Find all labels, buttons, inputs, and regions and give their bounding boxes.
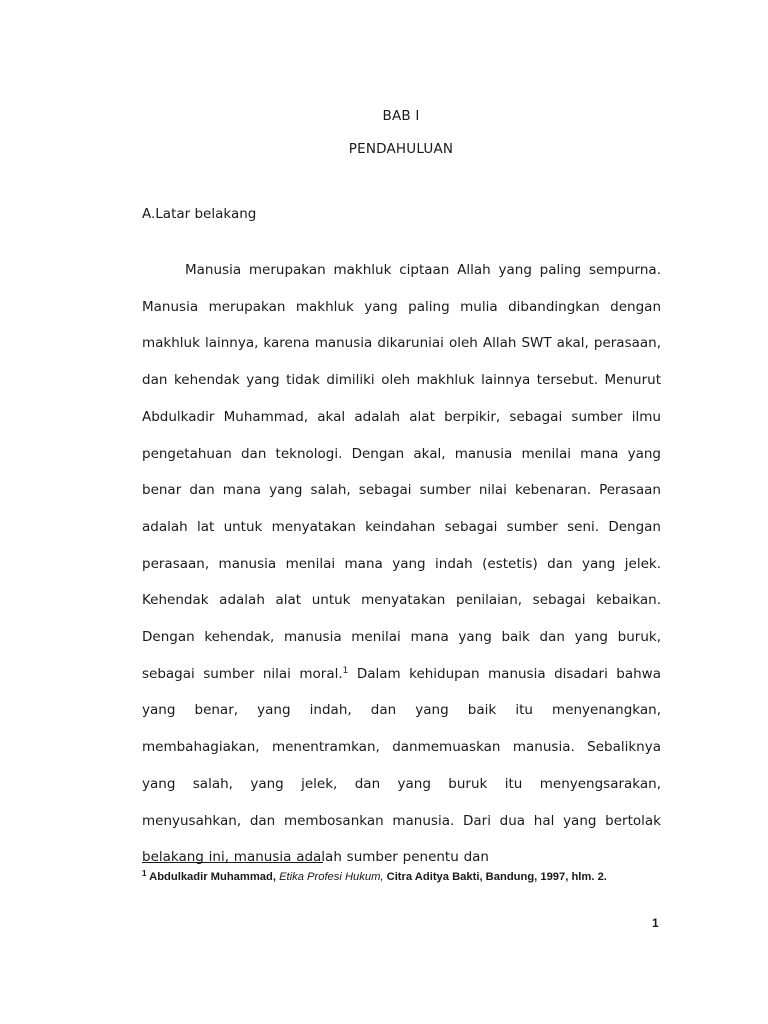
body-paragraph bbox=[142, 252, 661, 876]
page-number: 1 bbox=[652, 916, 659, 930]
footnote bbox=[142, 871, 607, 883]
footnote-publication: Citra Aditya Bakti, Bandung, 1997, hlm. 2. bbox=[383, 871, 607, 883]
footnote-number: 1 bbox=[142, 869, 147, 878]
chapter-title: PENDAHULUAN bbox=[348, 141, 454, 157]
footnote-reference: 1 bbox=[342, 665, 349, 676]
footnote-author: Abdulkadir Muhammad, bbox=[146, 871, 280, 883]
section-heading: A.Latar belakang bbox=[142, 206, 257, 222]
footnote-book-title: Etika Profesi Hukum, bbox=[279, 871, 384, 883]
footnote-separator bbox=[142, 862, 323, 863]
paragraph-text-part-2: Dalam kehidupan manusia disadari bahwa yang benar, yang indah, dan yang baik itu menyenangkan, membahagiakan, menentramkan, danmemuaskan manusia. Sebaliknya yang salah, yang jelek, dan yang buruk itu menyengsarakan, menyusahkan, dan membosankan manusia. Dari dua hal yang bertolak belakang ini, manusia adalah sumber penentu dan bbox=[142, 665, 661, 866]
chapter-number: BAB I bbox=[382, 108, 420, 124]
paragraph-text-part-1: Manusia merupakan makhluk ciptaan Allah yang paling sempurna. Manusia merupakan makhluk yang paling mulia dibandingkan dengan makhluk lainnya, karena manusia dikaruniai oleh Allah SWT akal, perasaan, dan kehendak yang tidak dimiliki oleh makhluk lainnya tersebut. Menurut Abdulkadir Muhammad, akal adalah alat berpikir, sebagai sumber ilmu pengetahuan dan teknologi. Dengan akal, manusia menilai mana yang benar dan mana yang salah, sebagai sumber nilai kebenaran. Perasaan adalah lat untuk menyatakan keindahan sebagai sumber seni. Dengan perasaan, manusia menilai mana yang indah (estetis) dan yang jelek. Kehendak adalah alat untuk menyatakan penilaian, sebagai kebaikan. Dengan kehendak, manusia menilai mana yang baik dan yang buruk, sebagai sumber nilai moral. bbox=[142, 262, 661, 682]
